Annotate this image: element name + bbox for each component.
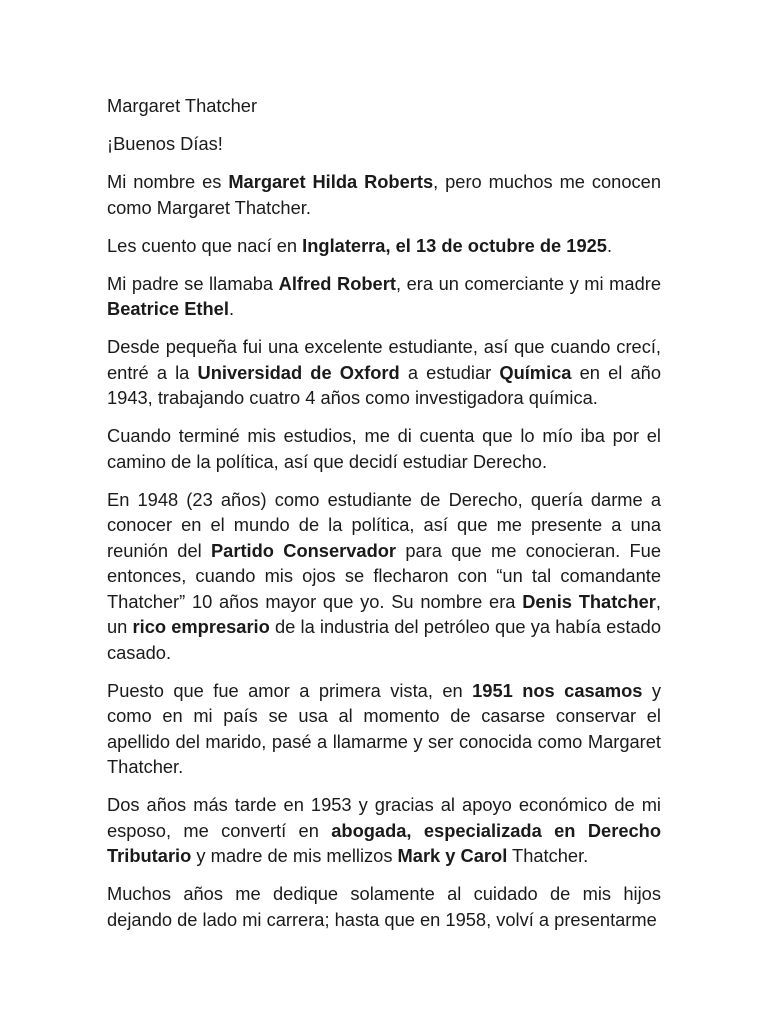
paragraph-education: [107, 334, 661, 411]
bold-run: Química: [499, 361, 572, 383]
bold-run: Margaret Hilda Roberts: [228, 171, 434, 192]
text-run: En 1948 (23 años) como estudiante de Derecho, quería darme a conocer en el mundo de la política, así que me presente a una reunión del: [107, 488, 661, 561]
text-run: Mi nombre es: [107, 171, 229, 192]
text-run: , un: [107, 590, 661, 637]
bold-run: Inglaterra, el 13 de octubre de 1925: [302, 234, 607, 256]
paragraph-name: [107, 169, 661, 220]
text-run: y madre de mis mellizos: [191, 845, 398, 866]
bold-run: Partido Conservador: [210, 539, 397, 561]
paragraph-birth: [107, 233, 661, 259]
paragraph-career: [107, 792, 661, 869]
text-run: .: [606, 234, 613, 256]
paragraph-marriage: [107, 678, 661, 780]
text-run: Dos años más tarde en 1953 y gracias al apoyo económico de mi esposo, me convertí en: [107, 794, 661, 841]
bold-run: Denis Thatcher: [522, 590, 656, 612]
text-run: Puesto que fue amor a primera vista, en: [107, 679, 473, 701]
text-run: Desde pequeña fui una excelente estudiante, así que cuando crecí, entré a la: [107, 336, 661, 383]
text-run: a estudiar: [399, 361, 500, 383]
text-run: Mi padre se llamaba: [107, 272, 279, 294]
paragraph-meeting: [107, 487, 661, 666]
bold-run: Universidad de Oxford: [197, 361, 400, 383]
document-title: Margaret Thatcher: [107, 95, 258, 116]
bold-run: Alfred Robert: [278, 272, 396, 294]
text-run: en el año 1943, trabajando cuatro 4 años como investigadora química.: [107, 361, 661, 408]
paragraph-politics: Cuando terminé mis estudios, me di cuenta que lo mío iba por el camino de la política, así que decidí estudiar Derecho.: [107, 425, 661, 472]
text-run: de la industria del petróleo que ya había estado casado.: [107, 616, 662, 663]
bold-run: abogada, especializada en Derecho Tributario: [107, 819, 661, 866]
bold-run: 1951 nos casamos: [472, 679, 643, 701]
bold-run: rico empresario: [132, 616, 270, 637]
text-run: , era un comerciante y mi madre: [395, 272, 661, 294]
text-run: .: [228, 298, 235, 319]
text-run: y como en mi país se usa al momento de casarse conservar el apellido del marido, pasé a llamarme y ser conocida como Margaret Thatcher.: [107, 679, 661, 777]
greeting: ¡Buenos Días!: [107, 133, 223, 154]
text-run: Thatcher.: [507, 845, 589, 866]
paragraph-children: Muchos años me dedique solamente al cuidado de mis hijos dejando de lado mi carrera; hasta que en 1958, volví a presentarme: [107, 883, 661, 930]
text-run: para que me conocieran. Fue entonces, cuando mis ojos se flecharon con “un tal comandante Thatcher” 10 años mayor que yo. Su nombre era: [107, 539, 662, 612]
text-run: Les cuento que nací en: [107, 234, 303, 256]
bold-run: Beatrice Ethel: [107, 298, 229, 319]
paragraph-parents: [107, 271, 661, 322]
bold-run: Mark y Carol: [397, 845, 508, 866]
text-run: , pero muchos me conocen como Margaret Thatcher.: [107, 171, 661, 218]
